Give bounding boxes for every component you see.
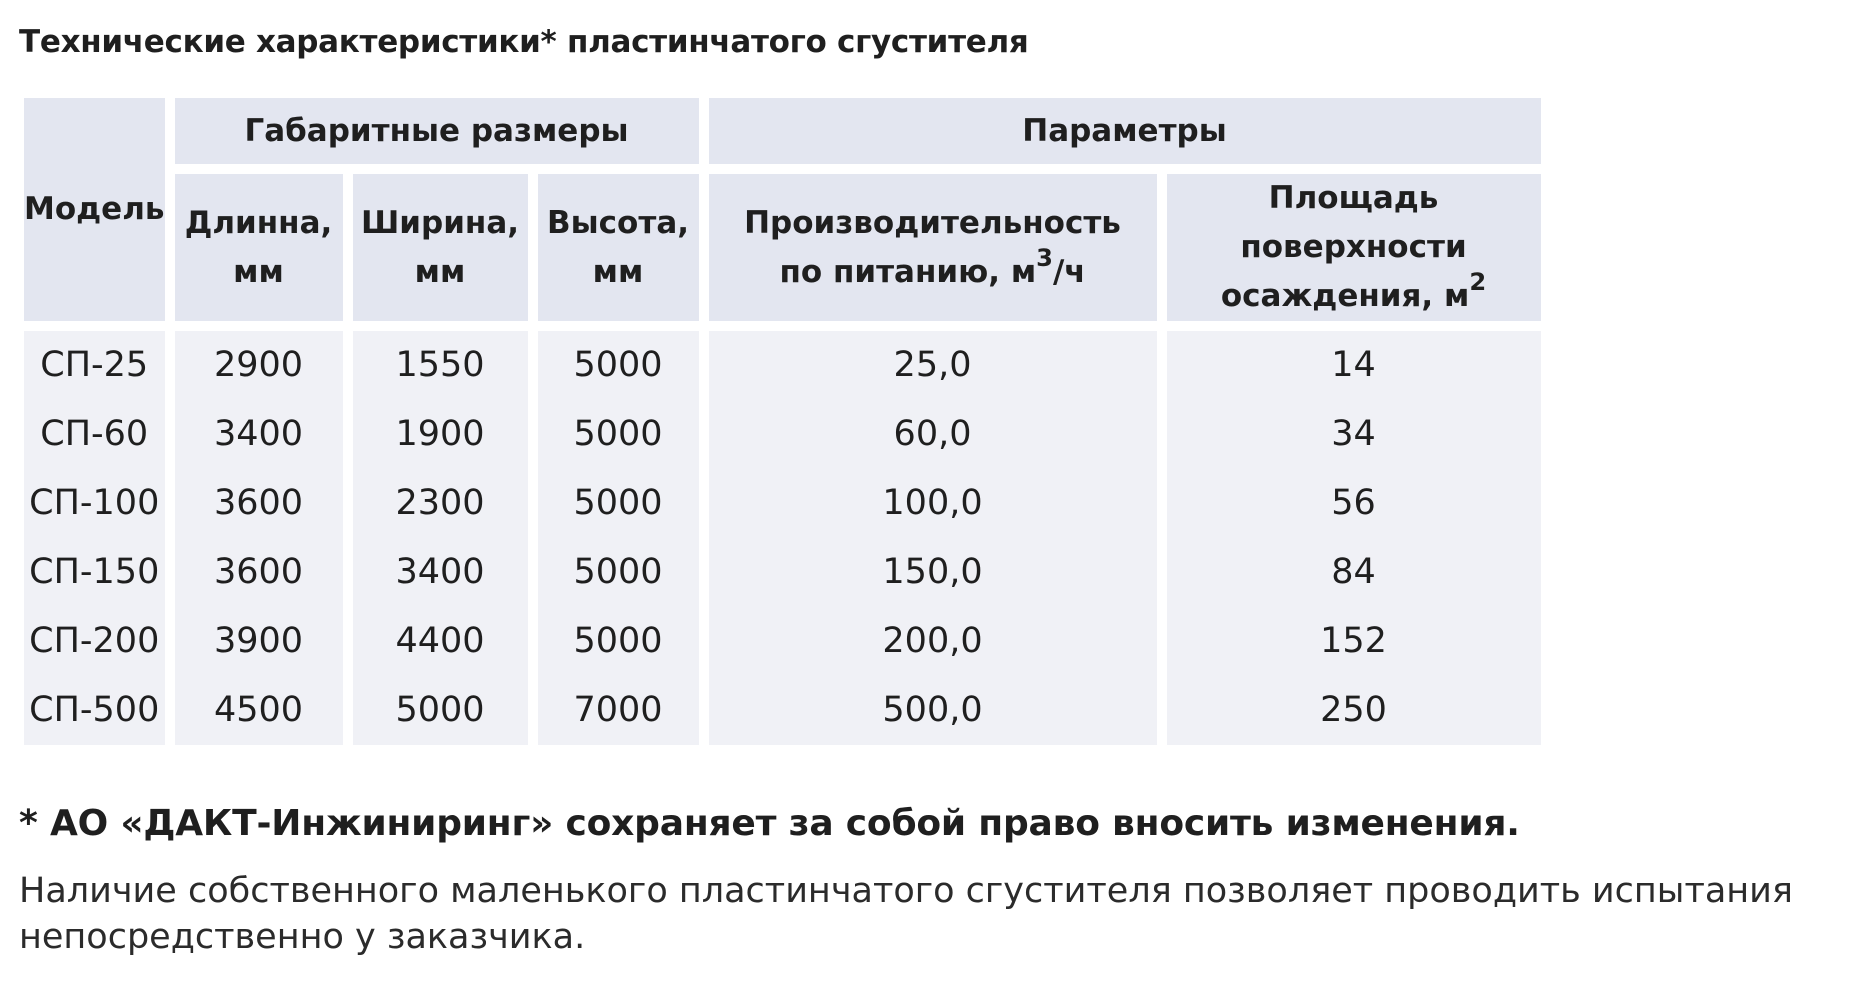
- header-area-wrap: [1174, 174, 1534, 321]
- cell-model: СП-200: [29, 621, 160, 661]
- header-row-groups: [24, 98, 1541, 164]
- cell-width: 4400: [395, 621, 485, 661]
- header-group-dimensions: Габаритные размеры: [175, 98, 699, 164]
- column-length: [175, 331, 343, 745]
- cell-model: СП-150: [29, 552, 160, 592]
- cell-model: СП-25: [40, 345, 149, 385]
- cell-area: 34: [1331, 414, 1376, 454]
- header-capacity-unit: /ч: [1052, 253, 1086, 290]
- cell-capacity: 150,0: [882, 552, 983, 592]
- cell-width: 1550: [395, 345, 485, 385]
- column-area: [1167, 331, 1541, 745]
- header-area-label: Площадь поверхности осаждения, м: [1220, 180, 1470, 314]
- cell-capacity: 25,0: [893, 345, 972, 385]
- cell-capacity: 60,0: [893, 414, 972, 454]
- cell-area: 152: [1320, 621, 1387, 661]
- header-length-label: Длинна, мм: [184, 204, 333, 290]
- cell-width: 5000: [395, 690, 485, 730]
- cell-capacity: 200,0: [882, 621, 983, 661]
- cell-height: 5000: [573, 621, 663, 661]
- header-height-label: Высота, мм: [547, 204, 690, 290]
- cell-height: 7000: [573, 690, 663, 730]
- cell-model: СП-100: [29, 483, 160, 523]
- cell-height: 5000: [573, 345, 663, 385]
- header-capacity-label: Производительность по питанию, м: [744, 204, 1121, 290]
- cell-area: 84: [1331, 552, 1376, 592]
- header-width: [353, 174, 528, 321]
- header-length: [175, 174, 343, 321]
- cell-area: 14: [1331, 345, 1376, 385]
- cell-width: 2300: [395, 483, 485, 523]
- cell-length: 3600: [213, 483, 304, 523]
- cell-width: 3400: [395, 552, 485, 592]
- cell-capacity: 500,0: [882, 690, 983, 730]
- cell-area: 250: [1320, 690, 1387, 730]
- footnote: * АО «ДАКТ-Инжиниринг» сохраняет за собой право вносить изменения.: [19, 803, 1520, 844]
- header-area-sup: 2: [1469, 268, 1487, 297]
- header-width-label: Ширина, мм: [360, 204, 520, 290]
- header-capacity-sup: 3: [1036, 243, 1053, 272]
- header-model: Модель: [24, 98, 165, 321]
- cell-height: 5000: [573, 414, 663, 454]
- column-height: [538, 331, 699, 745]
- header-height: [538, 174, 699, 321]
- cell-length: 2900: [213, 345, 304, 385]
- header-row-columns: [24, 174, 1541, 321]
- cell-model: СП-60: [40, 414, 149, 454]
- header-area: [1167, 174, 1541, 321]
- cell-height: 5000: [573, 483, 663, 523]
- column-model: [24, 331, 165, 745]
- table-body-row: [24, 331, 1541, 745]
- cell-width: 1900: [395, 414, 485, 454]
- header-capacity-wrap: [723, 199, 1143, 297]
- description-paragraph: Наличие собственного маленького пластинчатого сгустителя позволяет проводить испытания непосредственно у заказчика.: [19, 871, 1793, 957]
- cell-area: 56: [1331, 483, 1376, 523]
- header-capacity: [709, 174, 1157, 321]
- cell-length: 4500: [213, 690, 304, 730]
- cell-length: 3600: [213, 552, 304, 592]
- header-group-parameters: Параметры: [709, 98, 1541, 164]
- cell-length: 3400: [213, 414, 304, 454]
- cell-capacity: 100,0: [882, 483, 983, 523]
- spec-table: [14, 88, 1551, 755]
- column-capacity: [709, 331, 1157, 745]
- column-width: [353, 331, 528, 745]
- cell-model: СП-500: [29, 690, 160, 730]
- page-title: Технические характеристики* пластинчатого сгустителя: [19, 24, 1029, 60]
- cell-height: 5000: [573, 552, 663, 592]
- cell-length: 3900: [213, 621, 304, 661]
